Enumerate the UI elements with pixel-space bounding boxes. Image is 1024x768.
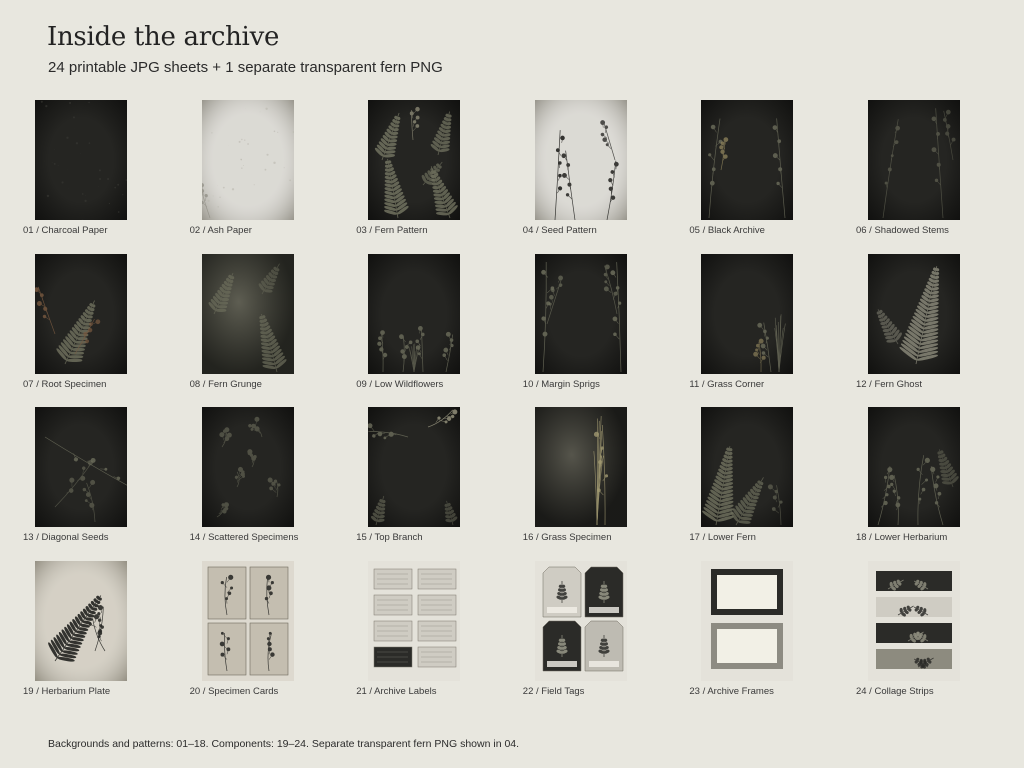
sheet-thumbnail — [35, 561, 127, 681]
sheet-label: 21 / Archive Labels — [356, 685, 437, 697]
sheet-label: 07 / Root Specimen — [23, 378, 107, 390]
sheet-label: 04 / Seed Pattern — [522, 225, 597, 236]
sheet-item — [689, 100, 856, 254]
sheet-item — [356, 561, 523, 715]
sheet-item — [190, 254, 357, 408]
sheet-thumbnail — [535, 561, 627, 681]
sheet-thumbnail — [701, 254, 793, 374]
sheet-thumbnail — [35, 407, 127, 527]
sheet-item — [190, 100, 357, 254]
sheet-item — [23, 254, 190, 408]
sheet-item — [523, 407, 690, 561]
sheet-item — [190, 407, 357, 561]
sheet-item — [856, 100, 1023, 254]
sheet-thumbnail — [701, 407, 793, 527]
sheet-item — [23, 100, 190, 254]
sheet-thumbnail — [202, 407, 294, 527]
sheet-label: 12 / Fern Ghost — [855, 378, 922, 390]
sheet-label: 22 / Field Tags — [522, 685, 585, 697]
sheet-label: 11 / Grass Corner — [689, 378, 765, 390]
sheet-label: 14 / Scattered Specimens — [189, 532, 299, 544]
sheet-thumbnail — [535, 100, 627, 220]
sheet-thumbnail — [368, 254, 460, 374]
sheet-thumbnail — [701, 561, 793, 681]
sheet-thumbnail — [368, 561, 460, 681]
sheet-item — [356, 100, 523, 254]
sheet-label: 03 / Fern Pattern — [356, 225, 428, 236]
sheet-thumbnail — [868, 407, 960, 527]
sheet-thumbnail — [535, 407, 627, 527]
sheet-thumbnail — [35, 254, 127, 374]
sheet-label: 08 / Fern Grunge — [189, 378, 262, 390]
sheet-item — [856, 254, 1023, 408]
sheet-label: 10 / Margin Sprigs — [522, 378, 600, 390]
sheet-item — [856, 561, 1023, 715]
sheet-label: 16 / Grass Specimen — [522, 532, 612, 544]
sheet-item — [523, 254, 690, 408]
sheet-item — [689, 254, 856, 408]
sheet-thumbnail — [35, 100, 127, 220]
sheet-label: 13 / Diagonal Seeds — [23, 532, 109, 544]
sheet-label: 15 / Top Branch — [356, 532, 423, 544]
sheet-thumbnail — [535, 254, 627, 374]
sheet-label: 17 / Lower Fern — [689, 532, 756, 544]
page-subtitle: 24 printable JPG sheets + 1 separate transparent fern PNG — [48, 59, 443, 76]
sheet-thumbnail — [368, 100, 460, 220]
sheet-label: 02 / Ash Paper — [189, 225, 252, 236]
sheet-label: 20 / Specimen Cards — [189, 685, 279, 697]
sheet-thumbnail — [202, 254, 294, 374]
footer-note: Backgrounds and patterns: 01–18. Components: 19–24. Separate transparent fern PNG shown in 04. — [48, 738, 520, 750]
sheet-label: 24 / Collage Strips — [855, 685, 934, 697]
sheet-label: 06 / Shadowed Stems — [855, 225, 949, 236]
sheet-label: 09 / Low Wildflowers — [356, 378, 444, 390]
sheet-label: 18 / Lower Herbarium — [855, 532, 948, 544]
sheet-label: 01 / Charcoal Paper — [23, 225, 108, 236]
sheet-item — [23, 561, 190, 715]
sheet-thumbnail — [868, 561, 960, 681]
sheet-item — [523, 561, 690, 715]
sheet-item — [23, 407, 190, 561]
sheet-item — [523, 100, 690, 254]
sheet-item — [689, 407, 856, 561]
sheet-item — [190, 561, 357, 715]
sheet-thumbnail — [368, 407, 460, 527]
sheet-item — [856, 407, 1023, 561]
sheet-item — [356, 254, 523, 408]
sheet-thumbnail — [202, 100, 294, 220]
sheet-thumbnail — [868, 100, 960, 220]
sheet-label: 23 / Archive Frames — [689, 685, 774, 697]
sheet-item — [356, 407, 523, 561]
sheet-item — [689, 561, 856, 715]
sheet-label: 05 / Black Archive — [689, 225, 765, 236]
sheet-thumbnail — [701, 100, 793, 220]
sheet-thumbnail — [868, 254, 960, 374]
sheet-label: 19 / Herbarium Plate — [23, 685, 111, 697]
page-title: Inside the archive — [47, 22, 280, 52]
sheet-thumbnail — [202, 561, 294, 681]
sheet-grid — [23, 100, 1023, 714]
